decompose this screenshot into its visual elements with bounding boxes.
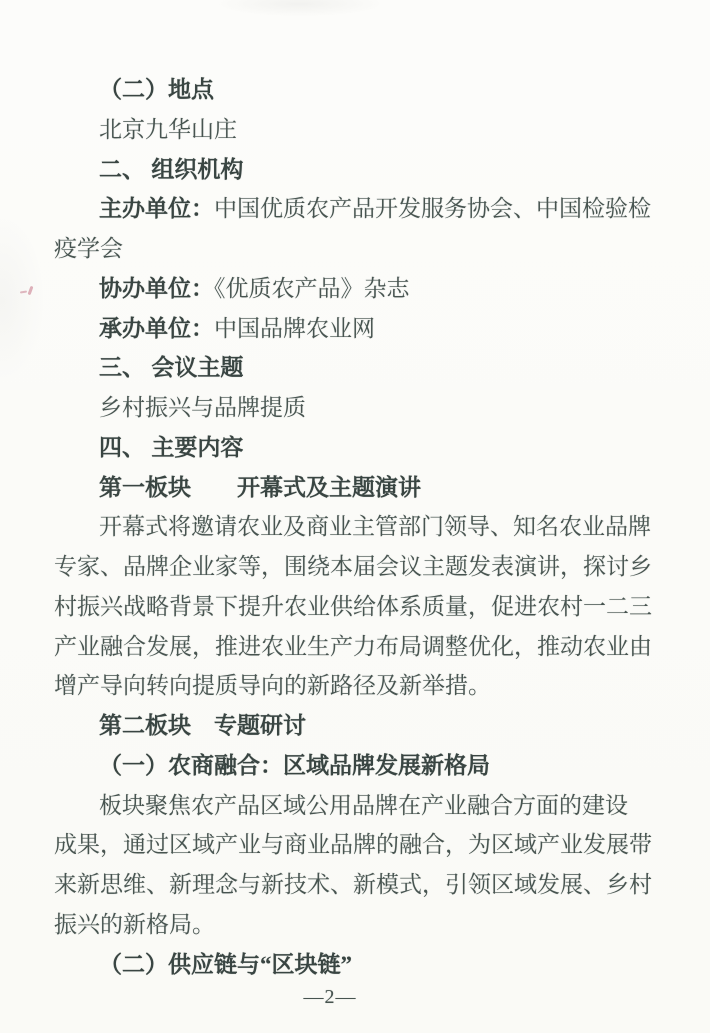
para-topic1-line-2: 成果，通过区域产业与商业品牌的融合，为区域产业发展带: [54, 832, 652, 858]
heading-section-content: 四、 主要内容: [99, 433, 244, 460]
para-block1-line-2: 专家、品牌企业家等，围绕本届会议主题发表演讲，探讨乡: [54, 554, 652, 579]
line-host-unit: [54, 189, 656, 229]
text-conference-theme: 乡村振兴与品牌提质: [99, 395, 306, 420]
heading-section-location: （二）地点: [99, 77, 214, 102]
value-organizer-unit: 中国品牌农业网: [214, 315, 375, 341]
pen-mark-tick: [28, 286, 34, 295]
heading-block-2: 第二板块 专题研讨: [99, 713, 306, 738]
line-coorganizer-unit: [54, 269, 656, 309]
document-text-block: [54, 70, 656, 984]
para-topic1-line-1: 板块聚焦农产品区域公用品牌在产业融合方面的建设: [99, 792, 628, 818]
label-coorganizer-unit: 协办单位：: [99, 275, 214, 301]
para-topic1-line-4: 振兴的新格局。: [54, 911, 215, 937]
text-host-unit-continuation: 疫学会: [54, 236, 123, 261]
heading-topic-1: （一）农商融合：区域品牌发展新格局: [99, 752, 490, 778]
heading-block-1: 第一板块 开幕式及主题演讲: [99, 474, 421, 500]
heading-topic-2: （二）供应链与“区块链”: [99, 951, 352, 977]
pen-mark: [20, 285, 38, 297]
heading-section-organization: 二、 组织机构: [99, 155, 244, 182]
value-host-unit: 中国优质农产品开发服务协会、中国检验检: [214, 196, 651, 222]
para-block1-line-5: 增产导向转向提质导向的新路径及新举措。: [54, 673, 491, 699]
para-block1-line-1: 开幕式将邀请农业及商业主管部门领导、知名农业品牌: [99, 514, 651, 540]
heading-section-theme: 三、 会议主题: [99, 354, 244, 381]
para-block1-line-3: 村振兴战略背景下提升农业供给体系质量，促进农村一二三: [54, 593, 652, 619]
text-venue: 北京九华山庄: [99, 116, 237, 142]
line-organizer-unit: [54, 309, 656, 349]
pen-mark-dash: [20, 291, 27, 294]
para-block1-line-4: 产业融合发展，推进农业生产力布局调整优化，推动农业由: [54, 633, 652, 659]
para-topic1-line-3: 来新思维、新理念与新技术、新模式，引领区域发展、乡村: [54, 872, 652, 897]
value-coorganizer-unit: 《优质农产品》杂志: [214, 275, 410, 301]
label-host-unit: 主办单位：: [99, 196, 214, 222]
label-organizer-unit: 承办单位：: [99, 315, 214, 341]
page-number: —2—: [303, 986, 357, 1008]
